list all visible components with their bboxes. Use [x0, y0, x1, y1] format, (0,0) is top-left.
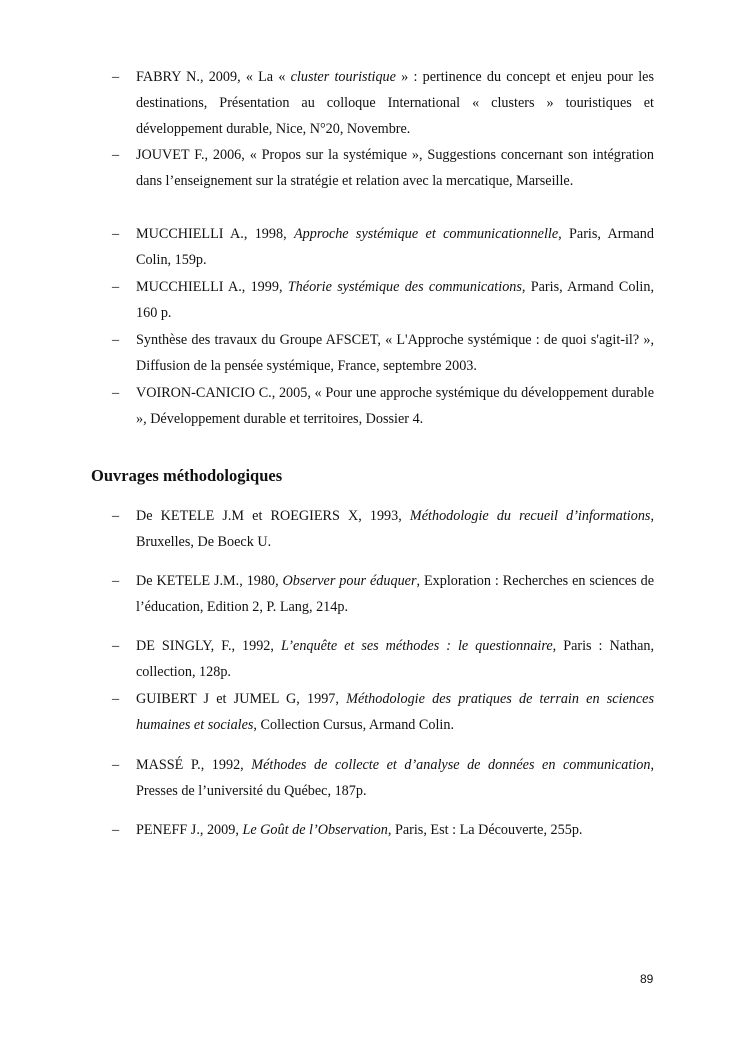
reference-text: » : pertinence du concept et enjeu pour les destinations, Présentation au colloque International « clusters » touristiques et développement durable, Nice, N°20, Novembre. [136, 69, 654, 138]
reference-title: cluster touristique [290, 69, 396, 85]
reference-text: Synthèse des travaux du Groupe AFSCET, « L'Approche systémique : de quoi s'agit-il? », Diffusion de la pensée systémique, France, septembre 2003. [136, 332, 654, 375]
reference-entry [112, 142, 654, 194]
list-dash: – [112, 573, 120, 589]
reference-entry [112, 64, 654, 143]
reference-title: Méthodes de collecte et d’analyse de données en communication [251, 757, 651, 773]
reference-entry [112, 686, 654, 738]
reference-entry [112, 274, 654, 326]
reference-entry [112, 327, 654, 379]
list-dash: – [112, 69, 120, 85]
list-dash: – [112, 332, 120, 348]
list-dash: – [112, 226, 120, 242]
reference-text: , Paris, Est : La Découverte, 255p. [387, 822, 583, 838]
reference-title: Observer pour éduquer [282, 573, 417, 589]
reference-entry [112, 380, 654, 432]
reference-text: , Paris, Armand Colin, 160 p. [136, 279, 654, 322]
reference-entry [112, 817, 654, 843]
reference-text: MUCCHIELLI A., 1999, [136, 279, 288, 295]
list-dash: – [112, 822, 120, 838]
reference-text: PENEFF J., 2009, [136, 822, 243, 838]
section-heading: Ouvrages méthodologiques [91, 466, 283, 485]
reference-title: , [143, 411, 147, 428]
reference-text: VOIRON-CANICIO C., 2005, « Pour une approche systémique du développement durable » [136, 385, 654, 428]
reference-title: Méthodologie du recueil d’informations [409, 508, 651, 524]
reference-title: Théorie systémique des communications [287, 279, 522, 295]
reference-text: De KETELE J.M et ROEGIERS X, 1993, [136, 508, 410, 524]
reference-text: Développement durable et territoires, Dossier 4. [146, 411, 424, 428]
reference-text: Paris, Armand Colin, 159p. [136, 226, 654, 269]
page-number: 89 [640, 972, 654, 986]
list-dash: – [112, 757, 120, 773]
reference-title: Le Goût de l’Observation [242, 822, 388, 838]
reference-text: DE SINGLY, F., 1992, [136, 638, 281, 654]
reference-text: FABRY N., 2009, « La « [136, 69, 291, 85]
list-dash: – [112, 691, 120, 707]
reference-text: MUCCHIELLI A., 1998, [136, 226, 294, 242]
reference-text: GUIBERT J et JUMEL G, 1997, [136, 691, 347, 707]
reference-text: , Bruxelles, De Boeck U. [136, 508, 654, 551]
list-dash: – [112, 508, 120, 524]
reference-title: L’enquête et ses méthodes : le questionnaire [280, 638, 553, 654]
reference-text: , Exploration : Recherches en sciences de l’éducation, Edition 2, P. Lang, 214p. [136, 573, 654, 616]
reference-title: Méthodologie des pratiques de terrain en sciences humaines et sociales [136, 691, 654, 734]
reference-title: Approche systémique et communicationnelle, [293, 226, 562, 242]
list-dash: – [112, 638, 120, 654]
reference-text: De KETELE J.M., 1980, [136, 573, 283, 589]
list-dash: – [112, 147, 120, 163]
reference-entry [112, 503, 654, 555]
reference-text: , Paris : Nathan, collection, 128p. [136, 638, 655, 681]
reference-text: , Collection Cursus, Armand Colin. [253, 717, 455, 734]
list-dash: – [112, 385, 120, 401]
reference-entry [112, 633, 655, 685]
reference-entry [112, 221, 654, 273]
reference-entry [112, 752, 654, 804]
reference-entry [112, 568, 654, 620]
reference-text: MASSÉ P., 1992, [136, 757, 252, 773]
list-dash: – [112, 279, 120, 295]
reference-text: JOUVET F., 2006, « Propos sur la systémique », Suggestions concernant son intégration dans l’enseignement sur la stratégie et relation avec la mercatique, Marseille. [136, 147, 654, 190]
reference-text: , Presses de l’université du Québec, 187p. [136, 757, 654, 800]
